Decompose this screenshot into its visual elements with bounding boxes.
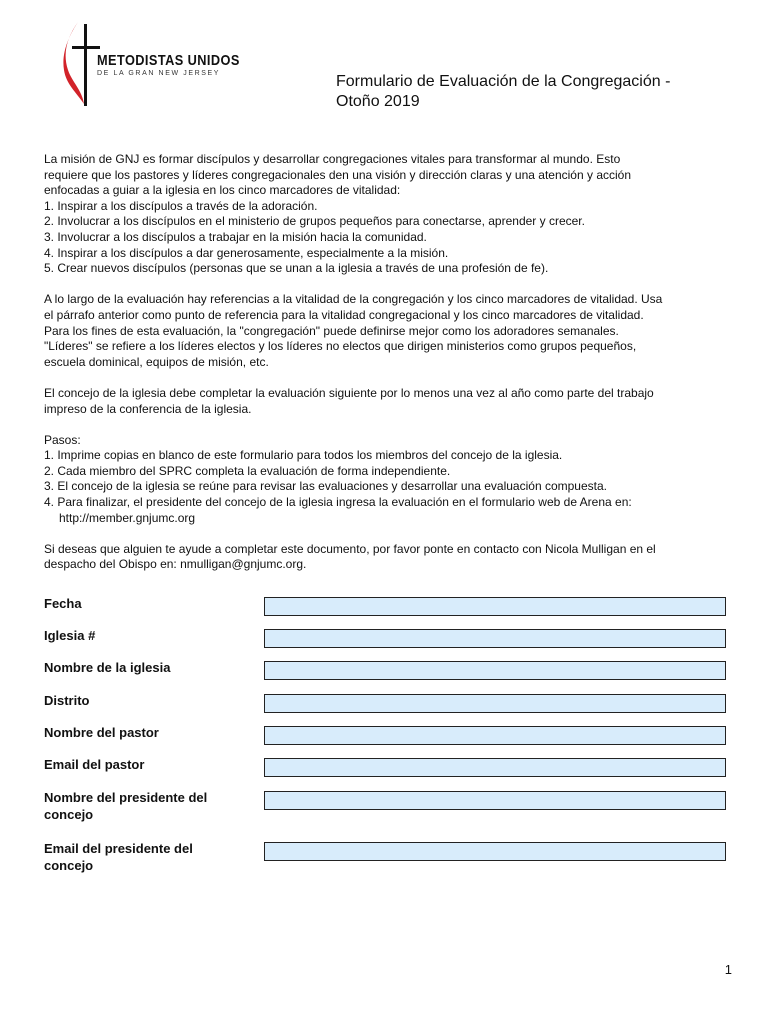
text-line: La misión de GNJ es formar discípulos y desarrollar congregaciones vitales para transformar al mundo. Esto [44, 152, 621, 166]
page-number: 1 [724, 962, 732, 977]
text-line: 1. Inspirar a los discípulos a través de la adoración. [44, 198, 318, 213]
label-line: concejo [44, 807, 94, 822]
text-line: 4. Inspirar a los discípulos a dar generosamente, especialmente a la misión. [44, 245, 449, 260]
text-line: Si deseas que alguien te ayude a completar este documento, por favor ponte en contacto con Nicola Mulligan en el [44, 541, 656, 556]
text-line: A lo largo de la evaluación hay referencias a la vitalidad de la congregación y los cinco marcadores de vitalidad. Usa [44, 292, 663, 307]
council-paragraph [44, 386, 734, 417]
iglesia-num-field[interactable] [264, 629, 726, 648]
nombre-pastor-label: Nombre del pastor [44, 725, 159, 740]
intro-text [44, 152, 734, 589]
iglesia-num-label: Iglesia # [44, 628, 96, 643]
text-line: el párrafo anterior como punto de referencia para la vitalidad congregacional y los cinco marcadores de vitalidad. [44, 307, 644, 322]
arena-url: http://member.gnjumc.org [59, 510, 196, 525]
nombre-presidente-field[interactable] [264, 791, 726, 810]
email-presidente-label [44, 840, 234, 874]
title-line-1: Formulario de Evaluación de la Congregación - [336, 73, 671, 90]
text-line: El concejo de la iglesia debe completar la evaluación siguiente por lo menos una vez al año como parte del trabajo [44, 385, 654, 400]
fecha-label: Fecha [44, 596, 82, 611]
evaluation-paragraph [44, 292, 734, 370]
text-line: despacho del Obispo en: nmulligan@gnjumc.org. [44, 557, 307, 572]
email-pastor-label: Email del pastor [44, 757, 145, 772]
contact-paragraph [44, 542, 734, 573]
text-line: enfocadas a guiar a la iglesia en los cinco marcadores de vitalidad: [44, 183, 401, 198]
nombre-presidente-label [44, 789, 234, 823]
page-title [336, 72, 736, 112]
nombre-iglesia-field[interactable] [264, 661, 726, 680]
nombre-pastor-field[interactable] [264, 726, 726, 745]
mission-paragraph [44, 152, 734, 277]
step-item: 1. Imprime copias en blanco de este formulario para todos los miembros del concejo de la iglesia. [44, 448, 563, 463]
distrito-field[interactable] [264, 694, 726, 713]
label-line: Nombre del presidente del [44, 790, 208, 805]
distrito-label: Distrito [44, 693, 90, 708]
cross-and-flame-icon [62, 18, 102, 108]
title-line-2: Otoño 2019 [336, 93, 420, 110]
logo-text: METODISTAS UNIDOS [97, 52, 240, 69]
text-line: escuela dominical, equipos de misión, etc. [44, 354, 269, 369]
text-line: 5. Crear nuevos discípulos (personas que se unan a la iglesia a través de una profesión de fe). [44, 261, 549, 276]
text-line: impreso de la conferencia de la iglesia. [44, 401, 252, 416]
fecha-field[interactable] [264, 597, 726, 616]
steps-title: Pasos: [44, 432, 81, 447]
step-item: 4. Para finalizar, el presidente del concejo de la iglesia ingresa la evaluación en el formulario web de Arena en: [44, 495, 632, 510]
text-line: requiere que los pastores y líderes congregacionales den una visión y dirección claras y una atención y acción [44, 167, 632, 182]
text-line: 3. Involucrar a los discípulos a trabajar en la misión hacia la comunidad. [44, 229, 427, 244]
logo-subtext: DE LA GRAN NEW JERSEY [97, 70, 221, 77]
steps-paragraph [44, 433, 734, 527]
step-item: 3. El concejo de la iglesia se reúne para revisar las evaluaciones y desarrollar una evaluación compuesta. [44, 479, 607, 494]
step-item: 2. Cada miembro del SPRC completa la evaluación de forma independiente. [44, 463, 451, 478]
email-pastor-field[interactable] [264, 758, 726, 777]
label-line: Email del presidente del [44, 841, 193, 856]
umc-logo [62, 18, 240, 108]
nombre-iglesia-label: Nombre de la iglesia [44, 660, 171, 675]
text-line: 2. Involucrar a los discípulos en el ministerio de grupos pequeños para conectarse, aprender y crecer. [44, 214, 585, 229]
label-line: concejo [44, 858, 94, 873]
text-line: "Líderes" se refiere a los líderes electos y los líderes no electos que dirigen ministerios como grupos pequeños, [44, 339, 637, 354]
email-presidente-field[interactable] [264, 842, 726, 861]
text-line: Para los fines de esta evaluación, la "congregación" puede definirse mejor como los adoradores semanales. [44, 323, 619, 338]
